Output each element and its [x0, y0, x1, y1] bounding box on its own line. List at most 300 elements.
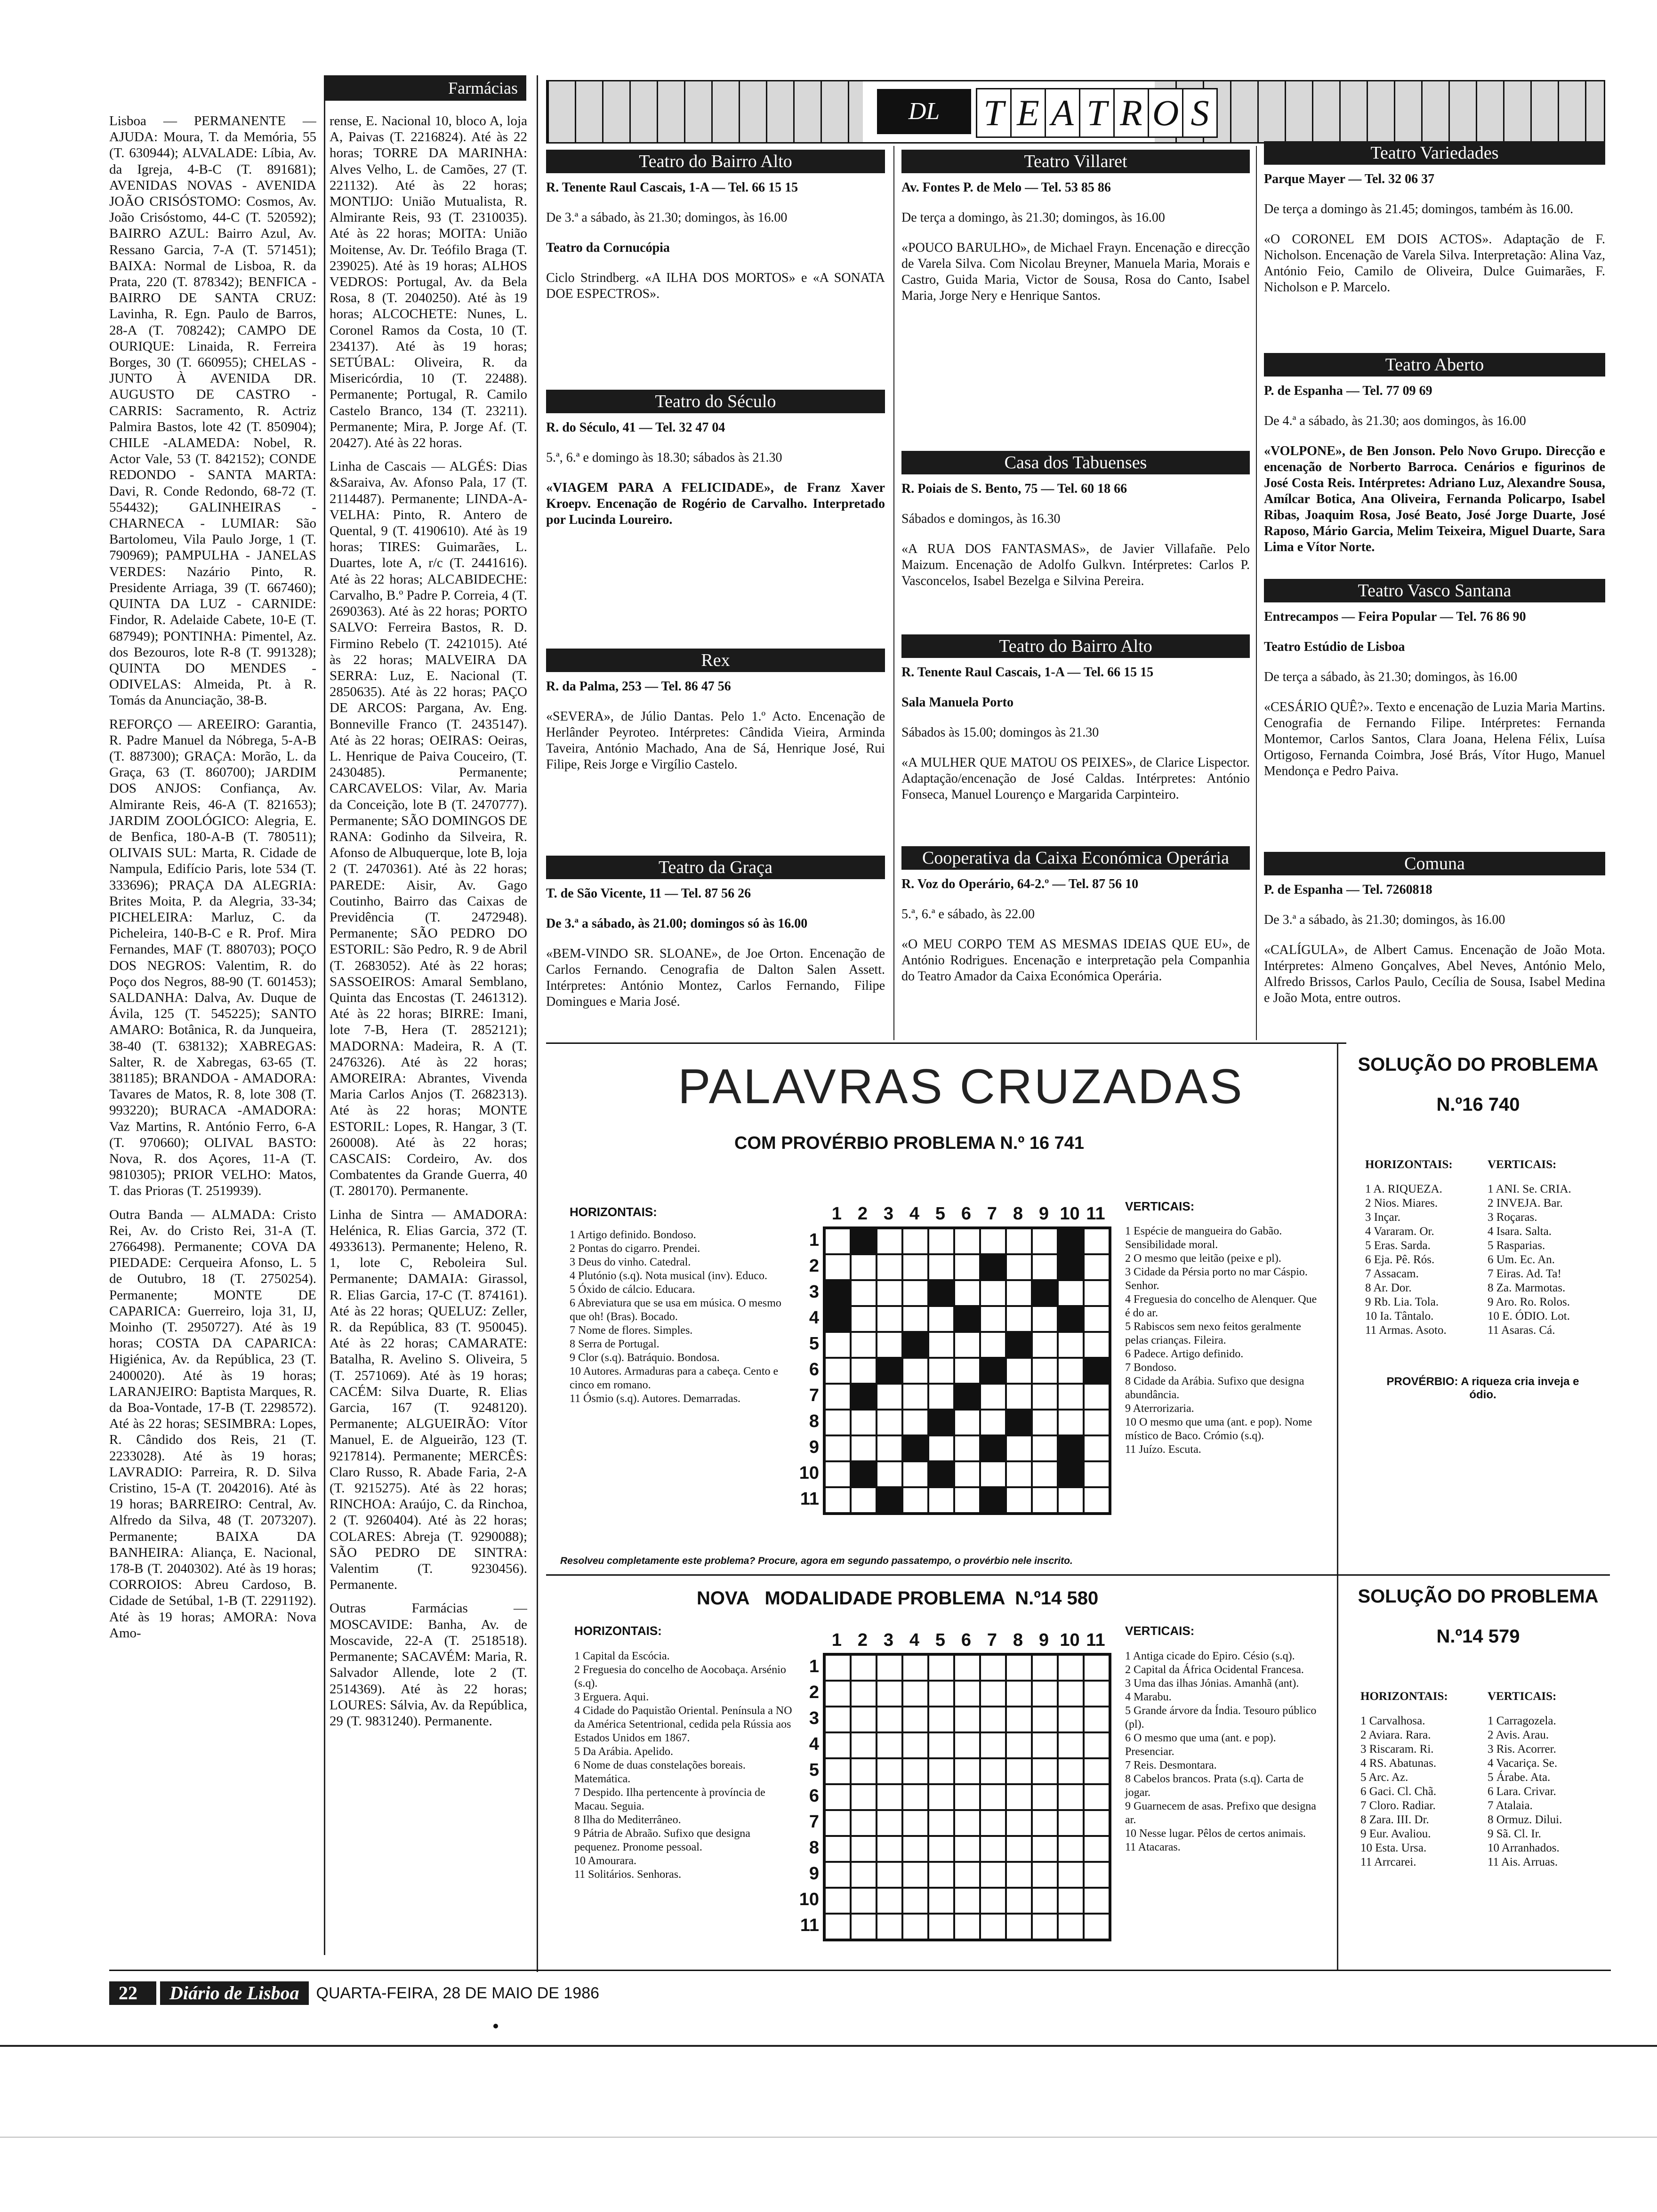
grid-square[interactable] [1032, 1758, 1058, 1784]
grid-square[interactable] [1006, 1254, 1032, 1280]
grid-square[interactable] [877, 1306, 902, 1332]
theatre-name: Cooperativa da Caixa Económica Operária [901, 846, 1250, 870]
theatre-play: «SEVERA», de Júlio Dantas. Pelo 1.º Acto. Encenação de Herlânder Peyroteo. Intérpretes: Cândida Vieira, Arminda Taveira, António Machado, Ana de Sá, Henrique José, Rui Filipe, Reis Jorge e Virgílio Castelo. [546, 709, 885, 772]
grid-square[interactable] [928, 1888, 954, 1914]
grid-square[interactable] [877, 1228, 902, 1254]
answer: 6 Gaci. Cl. Chã. [1360, 1785, 1437, 1798]
grid-square[interactable] [928, 1306, 954, 1332]
grid-square[interactable] [928, 1332, 954, 1358]
grid-square[interactable] [877, 1410, 902, 1435]
col-number: 8 [1013, 1630, 1023, 1650]
grid-square[interactable] [1084, 1410, 1110, 1435]
grid-square[interactable] [877, 1707, 902, 1732]
col-number: 6 [961, 1204, 972, 1224]
grid-square[interactable] [851, 1914, 877, 1940]
theatre-play: Ciclo Strindberg. «A ILHA DOS MORTOS» e «A SONATA DOE ESPECTROS». [546, 271, 885, 301]
theatre-company: Teatro da Cornucópia [546, 240, 670, 255]
grid-row [825, 1461, 1110, 1487]
title-letter: S [1182, 88, 1218, 138]
grid-square[interactable] [877, 1332, 902, 1358]
grid-square[interactable] [877, 1758, 902, 1784]
grid-black-square [980, 1254, 1006, 1280]
grid-square[interactable] [1032, 1435, 1058, 1461]
grid-square[interactable] [851, 1435, 877, 1461]
grid-square[interactable] [928, 1655, 954, 1681]
grid-square[interactable] [902, 1914, 928, 1940]
col-number: 4 [909, 1630, 920, 1650]
grid-square[interactable] [851, 1707, 877, 1732]
grid-square[interactable] [825, 1410, 851, 1435]
grid-square[interactable] [851, 1784, 877, 1810]
grid-square[interactable] [928, 1358, 954, 1384]
grid-square[interactable] [954, 1228, 980, 1254]
grid-square[interactable] [851, 1487, 877, 1513]
grid-square[interactable] [902, 1655, 928, 1681]
grid-square[interactable] [980, 1758, 1006, 1784]
grid-square[interactable] [877, 1384, 902, 1410]
grid-square[interactable] [1058, 1487, 1084, 1513]
grid-black-square [954, 1306, 980, 1332]
grid-square[interactable] [877, 1810, 902, 1836]
title-letter: O [1148, 88, 1182, 138]
grid-square[interactable] [1058, 1732, 1084, 1758]
grid-square[interactable] [1006, 1487, 1032, 1513]
grid-square[interactable] [954, 1254, 980, 1280]
grid-square[interactable] [1032, 1384, 1058, 1410]
grid-square[interactable] [1058, 1862, 1084, 1888]
grid-square[interactable] [1006, 1707, 1032, 1732]
grid-square[interactable] [980, 1888, 1006, 1914]
answer: 11 Armas. Asoto. [1365, 1324, 1447, 1337]
grid-square[interactable] [1006, 1384, 1032, 1410]
grid-square[interactable] [877, 1435, 902, 1461]
grid-square[interactable] [1084, 1862, 1110, 1888]
grid-square[interactable] [851, 1862, 877, 1888]
grid-square[interactable] [954, 1487, 980, 1513]
grid-square[interactable] [825, 1810, 851, 1836]
grid-square[interactable] [954, 1435, 980, 1461]
grid-square[interactable] [1084, 1810, 1110, 1836]
grid-square[interactable] [1084, 1914, 1110, 1940]
grid-square[interactable] [1058, 1810, 1084, 1836]
grid-square[interactable] [902, 1784, 928, 1810]
grid-square[interactable] [1084, 1707, 1110, 1732]
grid-square[interactable] [902, 1358, 928, 1384]
grid-square[interactable] [1006, 1655, 1032, 1681]
grid-square[interactable] [980, 1384, 1006, 1410]
grid-square[interactable] [1084, 1280, 1110, 1306]
grid-square[interactable] [1032, 1228, 1058, 1254]
grid-square[interactable] [954, 1358, 980, 1384]
grid-square[interactable] [1006, 1306, 1032, 1332]
grid-square[interactable] [902, 1410, 928, 1435]
grid-square[interactable] [954, 1280, 980, 1306]
answer: 11 Ais. Arruas. [1488, 1856, 1558, 1868]
col-number: 3 [883, 1630, 894, 1650]
grid-square[interactable] [1084, 1306, 1110, 1332]
grid-square[interactable] [928, 1758, 954, 1784]
grid-square[interactable] [1032, 1784, 1058, 1810]
grid-square[interactable] [851, 1810, 877, 1836]
grid-square[interactable] [928, 1681, 954, 1707]
grid-row [825, 1384, 1110, 1410]
grid-square[interactable] [980, 1836, 1006, 1862]
grid-square[interactable] [825, 1732, 851, 1758]
grid-black-square [1058, 1461, 1084, 1487]
grid-square[interactable] [954, 1461, 980, 1487]
grid-square[interactable] [902, 1280, 928, 1306]
answer: 10 Arranhados. [1488, 1842, 1560, 1854]
grid-square[interactable] [954, 1784, 980, 1810]
row-number: 7 [809, 1812, 819, 1832]
grid-square[interactable] [877, 1836, 902, 1862]
grid-square[interactable] [877, 1655, 902, 1681]
grid-square[interactable] [1058, 1332, 1084, 1358]
grid-square[interactable] [825, 1384, 851, 1410]
grid-square[interactable] [877, 1888, 902, 1914]
col-number: 2 [857, 1630, 868, 1650]
grid-square[interactable] [980, 1681, 1006, 1707]
answer: 2 Nios. Miares. [1365, 1197, 1438, 1210]
grid-square[interactable] [825, 1358, 851, 1384]
answer: 4 RS. Abatunas. [1360, 1757, 1437, 1770]
grid-square[interactable] [825, 1862, 851, 1888]
answer: 9 Aro. Ro. Rolos. [1488, 1296, 1570, 1308]
grid-square[interactable] [1084, 1758, 1110, 1784]
grid-square[interactable] [980, 1410, 1006, 1435]
grid-square[interactable] [1084, 1228, 1110, 1254]
grid-square[interactable] [1006, 1784, 1032, 1810]
grid-square[interactable] [954, 1655, 980, 1681]
answer: 4 Vacariça. Se. [1488, 1757, 1558, 1770]
grid-square[interactable] [1084, 1836, 1110, 1862]
grid-black-square [825, 1306, 851, 1332]
theatre-listing [1264, 141, 1605, 353]
grid-row [825, 1280, 1110, 1306]
grid-square[interactable] [1058, 1384, 1084, 1410]
grid-square[interactable] [928, 1732, 954, 1758]
grid-square[interactable] [1006, 1758, 1032, 1784]
grid-square[interactable] [1058, 1280, 1084, 1306]
grid-square[interactable] [825, 1836, 851, 1862]
grid-square[interactable] [851, 1332, 877, 1358]
theatre-play: «A RUA DOS FANTASMAS», de Javier Villafañe. Pelo Maizum. Encenação de Adolfo Gulkvn. Intérpretes: Carlos P. Vasconcelos, Isabel Bezelga e Silvina Pereira. [901, 542, 1250, 588]
grid-square[interactable] [980, 1655, 1006, 1681]
grid-square[interactable] [1084, 1732, 1110, 1758]
grid-square[interactable] [1032, 1732, 1058, 1758]
grid-square[interactable] [980, 1914, 1006, 1940]
grid-square[interactable] [1058, 1914, 1084, 1940]
grid-square[interactable] [825, 1914, 851, 1940]
horizontal-clues [574, 1650, 796, 1882]
row-number: 11 [800, 1915, 819, 1935]
grid-square[interactable] [851, 1655, 877, 1681]
grid-square[interactable] [902, 1306, 928, 1332]
grid-square[interactable] [1032, 1914, 1058, 1940]
grid-square[interactable] [877, 1914, 902, 1940]
grid-square[interactable] [954, 1758, 980, 1784]
grid-square[interactable] [825, 1228, 851, 1254]
grid-square[interactable] [1006, 1888, 1032, 1914]
theatre-hours: Sábados e domingos, às 16.30 [901, 512, 1061, 526]
grid-square[interactable] [902, 1487, 928, 1513]
row-number: 5 [809, 1760, 819, 1780]
vertical-clues [1125, 1650, 1323, 1854]
grid-square[interactable] [1006, 1358, 1032, 1384]
grid-square[interactable] [825, 1681, 851, 1707]
grid-square[interactable] [825, 1707, 851, 1732]
grid-square[interactable] [1084, 1461, 1110, 1487]
grid-square[interactable] [980, 1732, 1006, 1758]
grid-square[interactable] [954, 1732, 980, 1758]
grid-square[interactable] [1006, 1914, 1032, 1940]
horizontais-label: HORIZONTAIS: [570, 1205, 657, 1219]
grid-square[interactable] [928, 1435, 954, 1461]
clue: 1 Espécie de mangueira do Gabão. Sensibilidade moral. [1125, 1225, 1282, 1251]
grid-square[interactable] [851, 1410, 877, 1435]
grid-square[interactable] [902, 1836, 928, 1862]
grid-square[interactable] [825, 1332, 851, 1358]
grid-square[interactable] [1084, 1384, 1110, 1410]
answer: 2 Aviara. Rara. [1360, 1729, 1431, 1741]
grid-square[interactable] [980, 1228, 1006, 1254]
theatre-listing [1264, 852, 1605, 1006]
clue: 7 Despido. Ilha pertencente à província de Macau. Seguia. [574, 1787, 765, 1812]
grid-square[interactable] [1006, 1228, 1032, 1254]
grid-square[interactable] [928, 1228, 954, 1254]
grid-square[interactable] [1058, 1888, 1084, 1914]
theatre-play: «A MULHER QUE MATOU OS PEIXES», de Clarice Lispector. Adaptação/encenação de José Caldas. Intérpretes: António Fonseca, Manuel Lourenço e Margarida Carpinteiro. [901, 755, 1250, 802]
grid-square[interactable] [902, 1228, 928, 1254]
theatre-listing [1264, 353, 1605, 579]
grid-square[interactable] [851, 1358, 877, 1384]
grid-square[interactable] [851, 1732, 877, 1758]
grid-square[interactable] [851, 1306, 877, 1332]
grid-square[interactable] [825, 1784, 851, 1810]
grid-square[interactable] [825, 1461, 851, 1487]
grid-square[interactable] [1032, 1306, 1058, 1332]
crossword-subtitle: COM PROVÉRBIO PROBLEMA N.º 16 741 [734, 1133, 1085, 1153]
grid-square[interactable] [980, 1784, 1006, 1810]
grid-square[interactable] [1032, 1655, 1058, 1681]
clue: 8 Ilha do Mediterrâneo. [574, 1814, 681, 1826]
grid-square[interactable] [1006, 1280, 1032, 1306]
grid-square[interactable] [825, 1487, 851, 1513]
grid-row [825, 1655, 1110, 1681]
grid-square[interactable] [877, 1254, 902, 1280]
answer: 6 Eja. Pê. Rós. [1365, 1253, 1435, 1266]
answer: 8 Za. Marmotas. [1488, 1282, 1566, 1294]
grid-square[interactable] [928, 1707, 954, 1732]
grid-square[interactable] [1032, 1888, 1058, 1914]
grid-square[interactable] [954, 1810, 980, 1836]
theatre-name: Teatro Variedades [1264, 141, 1605, 165]
grid-square[interactable] [980, 1810, 1006, 1836]
grid-square[interactable] [877, 1280, 902, 1306]
grid-square[interactable] [928, 1384, 954, 1410]
grid-square[interactable] [1058, 1836, 1084, 1862]
grid-square[interactable] [1084, 1784, 1110, 1810]
grid-square[interactable] [1084, 1681, 1110, 1707]
theatre-room: Sala Manuela Porto [901, 695, 1014, 710]
theatre-address: R. da Palma, 253 — Tel. 86 47 56 [546, 679, 731, 694]
grid-square[interactable] [1032, 1487, 1058, 1513]
grid-square[interactable] [902, 1888, 928, 1914]
grid-row [825, 1306, 1110, 1332]
grid-square[interactable] [980, 1862, 1006, 1888]
grid-square[interactable] [928, 1254, 954, 1280]
theatre-address: Parque Mayer — Tel. 32 06 37 [1264, 172, 1435, 186]
grid-square[interactable] [1058, 1707, 1084, 1732]
grid-square[interactable] [1084, 1487, 1110, 1513]
grid-square[interactable] [1006, 1681, 1032, 1707]
grid-square[interactable] [954, 1836, 980, 1862]
grid-square[interactable] [954, 1681, 980, 1707]
grid-square[interactable] [1084, 1888, 1110, 1914]
grid-square[interactable] [954, 1410, 980, 1435]
grid-square[interactable] [980, 1306, 1006, 1332]
grid-square[interactable] [825, 1888, 851, 1914]
grid-square[interactable] [902, 1254, 928, 1280]
grid-square[interactable] [1006, 1435, 1032, 1461]
grid-square[interactable] [877, 1461, 902, 1487]
grid-square[interactable] [851, 1681, 877, 1707]
grid-square[interactable] [1032, 1681, 1058, 1707]
row-number: 3 [809, 1282, 819, 1302]
grid-square[interactable] [902, 1461, 928, 1487]
clue: 10 Amourara. [574, 1855, 636, 1867]
theatre-listing [1264, 579, 1605, 852]
grid-square[interactable] [1032, 1707, 1058, 1732]
grid-square[interactable] [851, 1758, 877, 1784]
section-rule [546, 1042, 1346, 1044]
grid-row [825, 1435, 1110, 1461]
grid-square[interactable] [954, 1332, 980, 1358]
grid-square[interactable] [1032, 1358, 1058, 1384]
grid-square[interactable] [851, 1888, 877, 1914]
grid-square[interactable] [851, 1254, 877, 1280]
grid-square[interactable] [928, 1810, 954, 1836]
answer: 8 Zara. III. Dr. [1360, 1813, 1429, 1826]
grid-square[interactable] [825, 1254, 851, 1280]
grid-square[interactable] [877, 1732, 902, 1758]
theatre-play: «CESÁRIO QUÊ?». Texto e encenação de Luzia Maria Martins. Cenografia de Fernando Filipe. Intérpretes: Fernanda Montemor, Carlos Santos, Clara Joana, Helena Félix, Luísa Ortigoso, Fernanda Coimbra, José Brás, Vítor Hugo, Manuel Mendonça e Pedro Paiva. [1264, 700, 1605, 778]
grid-square[interactable] [1006, 1810, 1032, 1836]
grid-square[interactable] [1032, 1254, 1058, 1280]
clue: 7 Bondoso. [1125, 1362, 1177, 1374]
grid-square[interactable] [1058, 1410, 1084, 1435]
grid-square[interactable] [1032, 1410, 1058, 1435]
grid-square[interactable] [954, 1914, 980, 1940]
theatre-name: Teatro Vasco Santana [1264, 579, 1605, 602]
grid-square[interactable] [928, 1784, 954, 1810]
grid-square[interactable] [1058, 1358, 1084, 1384]
grid-square[interactable] [1032, 1332, 1058, 1358]
col-number: 11 [1086, 1204, 1105, 1224]
grid-square[interactable] [1032, 1836, 1058, 1862]
grid-square[interactable] [954, 1888, 980, 1914]
grid-square[interactable] [1058, 1655, 1084, 1681]
grid-square[interactable] [877, 1681, 902, 1707]
grid-square[interactable] [1032, 1862, 1058, 1888]
grid-square[interactable] [1058, 1784, 1084, 1810]
grid-square[interactable] [1032, 1810, 1058, 1836]
grid-square[interactable] [825, 1758, 851, 1784]
row-number: 10 [799, 1463, 819, 1483]
solution-v-label: VERTICAIS: [1488, 1158, 1557, 1171]
grid-square[interactable] [902, 1707, 928, 1732]
grid-square[interactable] [902, 1810, 928, 1836]
clue: 4 Plutónio (s.q). Nota musical (inv). Educo. [570, 1270, 767, 1282]
grid-square[interactable] [902, 1862, 928, 1888]
grid-square[interactable] [1058, 1681, 1084, 1707]
grid-black-square [851, 1228, 877, 1254]
grid-square[interactable] [1084, 1254, 1110, 1280]
grid-square[interactable] [851, 1280, 877, 1306]
grid-row [825, 1681, 1110, 1707]
theatre-name: Teatro do Bairro Alto [546, 150, 885, 173]
grid-square[interactable] [928, 1487, 954, 1513]
grid-square[interactable] [1084, 1435, 1110, 1461]
grid-square[interactable] [877, 1784, 902, 1810]
grid-square[interactable] [851, 1836, 877, 1862]
answer: 2 Avis. Arau. [1488, 1729, 1549, 1741]
theatre-address: R. Tenente Raul Cascais, 1-A — Tel. 66 15 15 [546, 180, 798, 195]
grid-square[interactable] [1006, 1862, 1032, 1888]
solution-title: SOLUÇÃO DO PROBLEMA [1358, 1054, 1599, 1075]
grid-row [825, 1732, 1110, 1758]
grid-square[interactable] [877, 1862, 902, 1888]
grid-square[interactable] [1006, 1461, 1032, 1487]
grid-square[interactable] [1084, 1332, 1110, 1358]
theatre-play: «O CORONEL EM DOIS ACTOS». Adaptação de F. Nicholson. Encenação de Varela Silva. Interpretação: Alina Vaz, António Feio, Camilo de Oliveira, Dulce Guimarães, F. Nicholson e P. Marcelo. [1264, 232, 1605, 295]
grid-square[interactable] [954, 1862, 980, 1888]
grid-square[interactable] [1006, 1732, 1032, 1758]
grid-square[interactable] [902, 1758, 928, 1784]
grid-square[interactable] [928, 1914, 954, 1940]
grid-square[interactable] [980, 1280, 1006, 1306]
grid-black-square [1058, 1228, 1084, 1254]
theatre-address: R. do Século, 41 — Tel. 32 47 04 [546, 420, 725, 435]
grid-square[interactable] [902, 1732, 928, 1758]
grid-square[interactable] [1084, 1655, 1110, 1681]
grid-square[interactable] [825, 1435, 851, 1461]
grid-square[interactable] [1058, 1758, 1084, 1784]
grid-square[interactable] [902, 1681, 928, 1707]
grid-square[interactable] [825, 1655, 851, 1681]
crossword-grid [823, 1653, 1111, 1941]
grid-row-numbers [791, 1654, 819, 1939]
grid-square[interactable] [1006, 1836, 1032, 1862]
grid-square[interactable] [954, 1707, 980, 1732]
grid-row [825, 1784, 1110, 1810]
answer: 7 Cloro. Radiar. [1360, 1799, 1436, 1812]
grid-square[interactable] [980, 1707, 1006, 1732]
theatre-address: P. de Espanha — Tel. 77 09 69 [1264, 384, 1432, 398]
grid-square[interactable] [980, 1332, 1006, 1358]
solution-h-label: HORIZONTAIS: [1365, 1158, 1453, 1171]
title-letter: T [976, 88, 1010, 138]
grid-square[interactable] [928, 1836, 954, 1862]
theatre-name: Casa dos Tabuenses [901, 451, 1250, 474]
grid-square[interactable] [928, 1862, 954, 1888]
clue: 6 Abreviatura que se usa em música. O mesmo que oh! (Bras). Bocado. [570, 1297, 781, 1323]
col-number: 6 [961, 1630, 972, 1650]
grid-square[interactable] [1032, 1461, 1058, 1487]
grid-row [825, 1836, 1110, 1862]
grid-square[interactable] [980, 1461, 1006, 1487]
grid-square[interactable] [902, 1384, 928, 1410]
